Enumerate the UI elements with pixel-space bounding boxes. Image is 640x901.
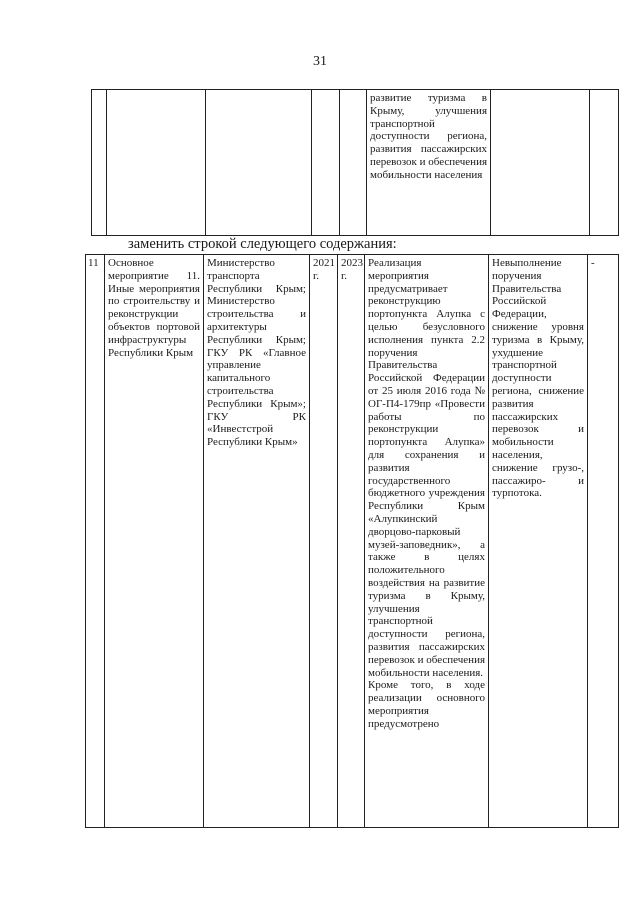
cell-end-year: 2023 г. bbox=[338, 255, 365, 828]
cell-consequences: Невыполнение поручения Правительства Российской Федерации, снижение уровня туризма в Крыму, ухудшение транспортной доступности региона, снижение развития пассажирских перевозок и мобильности населения, снижение грузо-, пассажиро- и турпотока. bbox=[489, 255, 588, 828]
cell-empty bbox=[107, 90, 206, 236]
cell-empty bbox=[312, 90, 340, 236]
cell-empty bbox=[491, 90, 590, 236]
cell-link: - bbox=[588, 255, 619, 828]
cell-empty bbox=[92, 90, 107, 236]
cell-executor: Министерство транспорта Республики Крым; Министерство строительства и архитектуры Республики Крым; ГКУ РК «Главное управление капитального строительства Республики Крым»; ГКУ РК «Инвестстрой Республики Крым» bbox=[204, 255, 310, 828]
cell-empty bbox=[590, 90, 619, 236]
cell-empty bbox=[206, 90, 312, 236]
cell-empty bbox=[340, 90, 367, 236]
table-continuation bbox=[91, 89, 619, 236]
page-number: 31 bbox=[313, 54, 327, 69]
cell-measure: Основное мероприятие 11. Иные мероприятия по строительству и реконструкции объектов портовой инфраструктуры Республики Крым bbox=[105, 255, 204, 828]
cell-realization: развитие туризма в Крыму, улучшения транспортной доступности региона, развития пассажирских перевозок и обеспечения мобильности населения bbox=[367, 90, 491, 236]
cell-realization: Реализация мероприятия предусматривает реконструкцию портопункта Алупка с целью безусловного исполнения пункта 2.2 поручения Правительства Российской Федерации от 25 июля 2016 года № ОГ-П4-179пр «Провести работы по реконструкции портопункта Алупка» для сохранения и развития государственного бюджетного учреждения Республики Крым «Алупкинский дворцово-парковый музей-заповедник», а также в целях положительного воздействия на развитие туризма в Крыму, улучшения транспортной доступности региона, развития пассажирских перевозок и обеспечения мобильности населения. Кроме того, в ходе реализации основного мероприятия предусмотрено bbox=[365, 255, 489, 828]
cell-start-year: 2021 г. bbox=[310, 255, 338, 828]
table-replacement bbox=[85, 254, 619, 828]
table-row bbox=[92, 90, 619, 236]
table-row bbox=[86, 255, 619, 828]
replacement-notice: заменить строкой следующего содержания: bbox=[128, 236, 397, 252]
cell-row-number: 11 bbox=[86, 255, 105, 828]
